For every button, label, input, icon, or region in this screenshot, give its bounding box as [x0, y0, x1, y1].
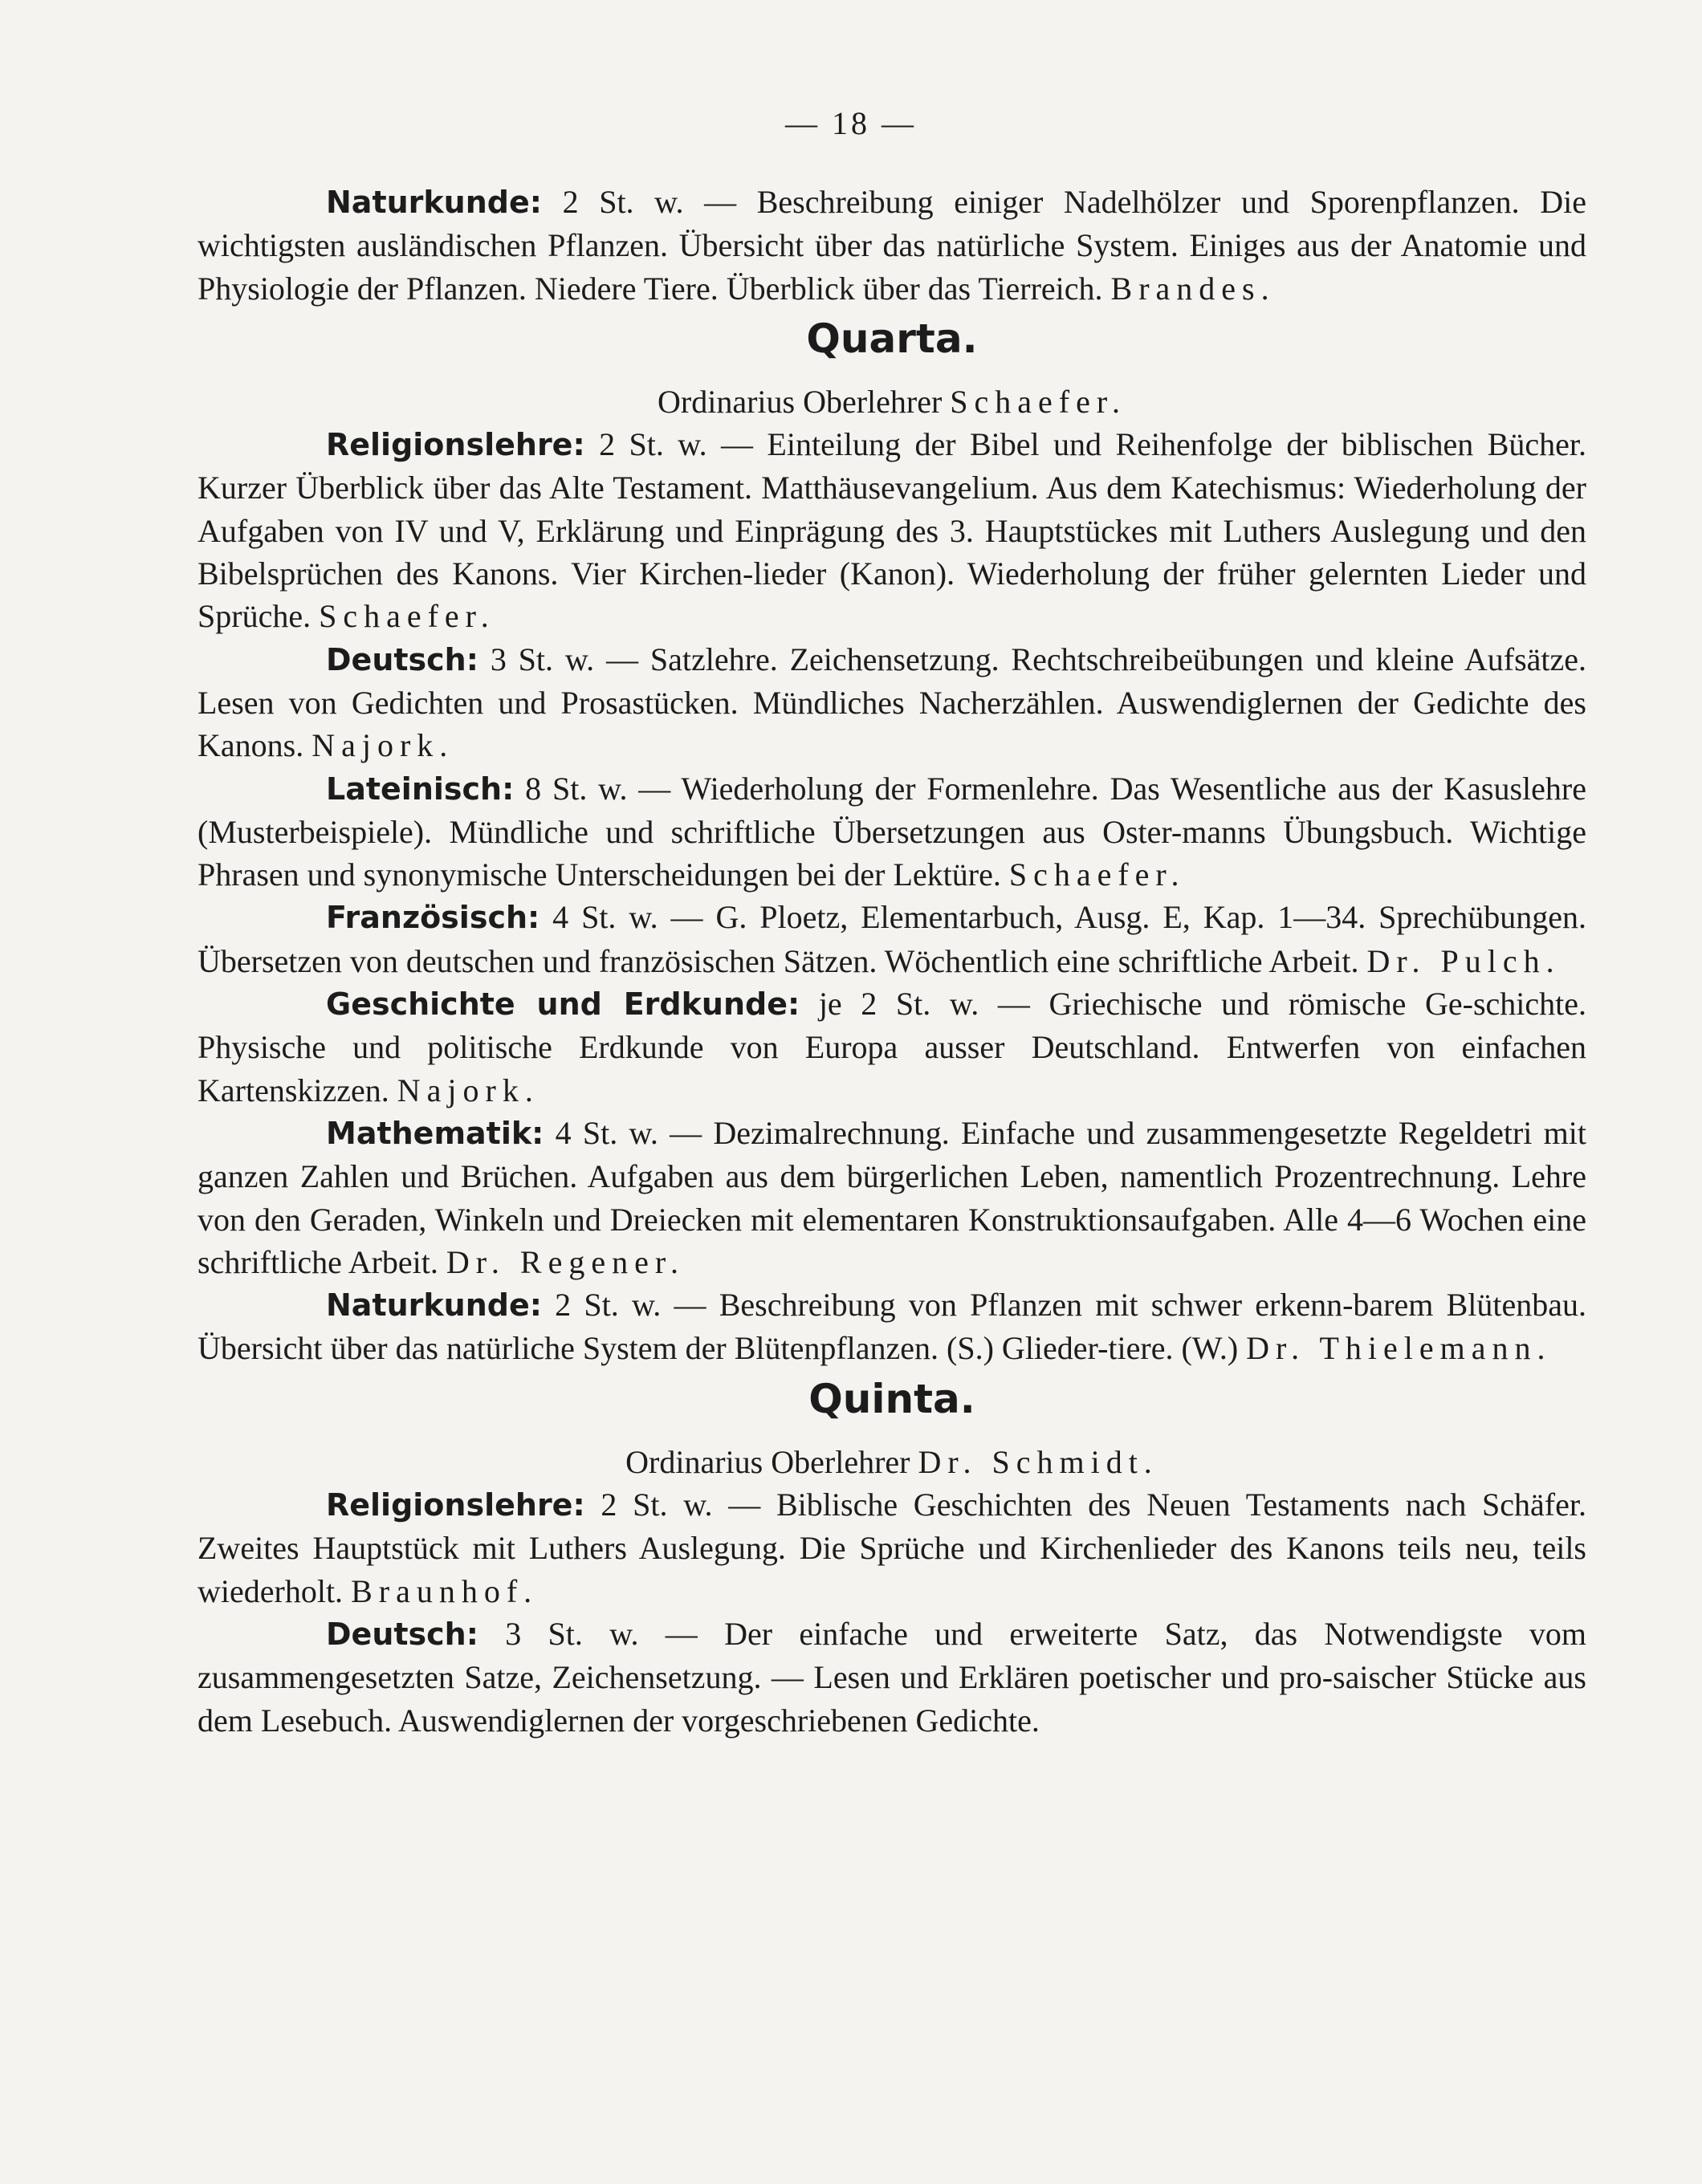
subject-label: Deutsch: [326, 641, 478, 677]
subject-label: Französisch: [326, 900, 540, 936]
subject-label: Religionslehre: [326, 427, 585, 463]
paragraph-naturkunde-tertia [197, 181, 1586, 310]
paragraph-lateinisch-quarta [197, 767, 1586, 897]
paragraph-text: 3 St. w. — Satzlehre. Zeichensetzung. Rechtschreibeübungen und kleine Aufsätze. Lesen von Gedichten und Prosastücken. Mündliches Nacherzählen. Auswendiglernen der Gedichte des Kanons. [197, 641, 1587, 764]
page-number: — 18 — [785, 105, 917, 141]
section-title-quarta: Quarta. [806, 315, 978, 362]
teacher-name: Schaefer. [319, 598, 495, 635]
paragraph-mathematik-quarta [197, 1112, 1586, 1283]
paragraph-naturkunde-quarta [197, 1283, 1586, 1370]
ordinarius-name: Dr. Schmidt. [918, 1443, 1158, 1480]
subject-label: Naturkunde: [326, 185, 542, 220]
subject-label: Mathematik: [326, 1115, 544, 1151]
teacher-name: Brandes. [1110, 270, 1276, 307]
paragraph-text: 4 St. w. — Dezimalrechnung. Einfache und zusammengesetzte Regeldetri mit ganzen Zahlen und Brüchen. Aufgaben aus dem bürgerlichen Leben, namentlich Prozentrechnung. Lehre von den Geraden, Winkeln und Dreiecken mit elementaren Konstruktionsaufgaben. Alle 4—6 Wochen eine schriftliche Arbeit. [197, 1114, 1586, 1280]
paragraph-text: 2 St. w. — Einteilung der Bibel und Reihenfolge der biblischen Bücher. Kurzer Überblick über das Alte Testament. Matthäusevangelium. Aus dem Katechismus: Wiederholung der Aufgaben von IV und V, Erklärung und Einprägung des 3. Hauptstückes mit Luthers Auslegung und den Bibelsprüchen des Kanons. Vier Kirchen-lieder (Kanon). Wiederholung der früher gelernten Lieder und Sprüche. [197, 426, 1586, 635]
paragraph-deutsch-quarta [197, 638, 1586, 767]
teacher-name: Najork. [311, 727, 454, 764]
teacher-name: Najork. [397, 1072, 540, 1108]
subject-label: Lateinisch: [326, 771, 515, 807]
subject-label: Geschichte und Erdkunde: [326, 986, 800, 1023]
subject-label: Deutsch: [326, 1616, 478, 1652]
ordinarius-prefix: Ordinarius Oberlehrer [625, 1443, 910, 1480]
paragraph-deutsch-quinta [197, 1613, 1586, 1742]
paragraph-text: 4 St. w. — G. Ploetz, Elementarbuch, Ausg. E, Kap. 1—34. Sprechübungen. Übersetzen von deutschen und französischen Sätzen. Wöchentlich eine schriftliche Arbeit. [197, 899, 1586, 979]
page-content [197, 181, 1586, 1742]
paragraph-franzoesisch-quarta [197, 896, 1586, 982]
paragraph-religionslehre-quinta [197, 1483, 1586, 1613]
ordinarius-prefix: Ordinarius Oberlehrer [658, 383, 943, 420]
paragraph-text: 8 St. w. — Wiederholung der Formenlehre. Das Wesentliche aus der Kasuslehre (Musterbeispiele). Mündliche und schriftliche Übersetzungen aus Oster-manns Übungsbuch. Wichtige Phrasen und synonymische Unterscheidungen bei der Lektüre. [197, 770, 1586, 893]
teacher-name: Schaefer. [1008, 856, 1186, 893]
section-title-quinta: Quinta. [808, 1375, 975, 1422]
paragraph-religionslehre-quarta [197, 423, 1586, 637]
paragraph-text: 3 St. w. — Der einfache und erweiterte Satz, das Notwendigste vom zusammengesetzten Satze, Zeichensetzung. — Lesen und Erklären poetischer und pro-saischer Stücke aus dem Lesebuch. Auswendiglernen der vorgeschriebenen Gedichte. [197, 1615, 1587, 1739]
paragraph-text: 2 St. w. — Biblische Geschichten des Neuen Testaments nach Schäfer. Zweites Hauptstück mit Luthers Auslegung. Die Sprüche und Kirchenlieder des Kanons teils neu, teils wiederholt. [197, 1487, 1586, 1609]
paragraph-geschichte-erdkunde-quarta [197, 982, 1586, 1112]
teacher-name: Dr. Regener. [446, 1243, 685, 1280]
ordinarius-name: Schaefer. [950, 383, 1126, 420]
ordinarius-line-quinta [197, 1441, 1586, 1483]
ordinarius-line-quarta [197, 380, 1586, 423]
teacher-name: Dr. Pulch. [1366, 942, 1561, 979]
teacher-name: Dr. Thielemann. [1246, 1330, 1552, 1367]
subject-label: Religionslehre: [326, 1487, 585, 1523]
subject-label: Naturkunde: [326, 1287, 542, 1324]
paragraph-text: 2 St. w. — Beschreibung von Pflanzen mit schwer erkenn-barem Blütenbau. Übersicht über das natürliche System der Blütenpflanzen. (S.) Glieder-tiere. (W.) [197, 1287, 1587, 1367]
paragraph-text: 2 St. w. — Beschreibung einiger Nadelhölzer und Sporenpflanzen. Die wichtigsten ausländischen Pflanzen. Übersicht über das natürliche System. Einiges aus der Anatomie und Physiologie der Pflanzen. Niedere Tiere. Überblick über das Tierreich. [197, 184, 1586, 307]
paragraph-text: je 2 St. w. — Griechische und römische Ge-schichte. Physische und politische Erdkunde von Europa ausser Deutschland. Entwerfen von einfachen Kartenskizzen. [197, 986, 1587, 1108]
teacher-name: Braunhof. [351, 1572, 539, 1609]
